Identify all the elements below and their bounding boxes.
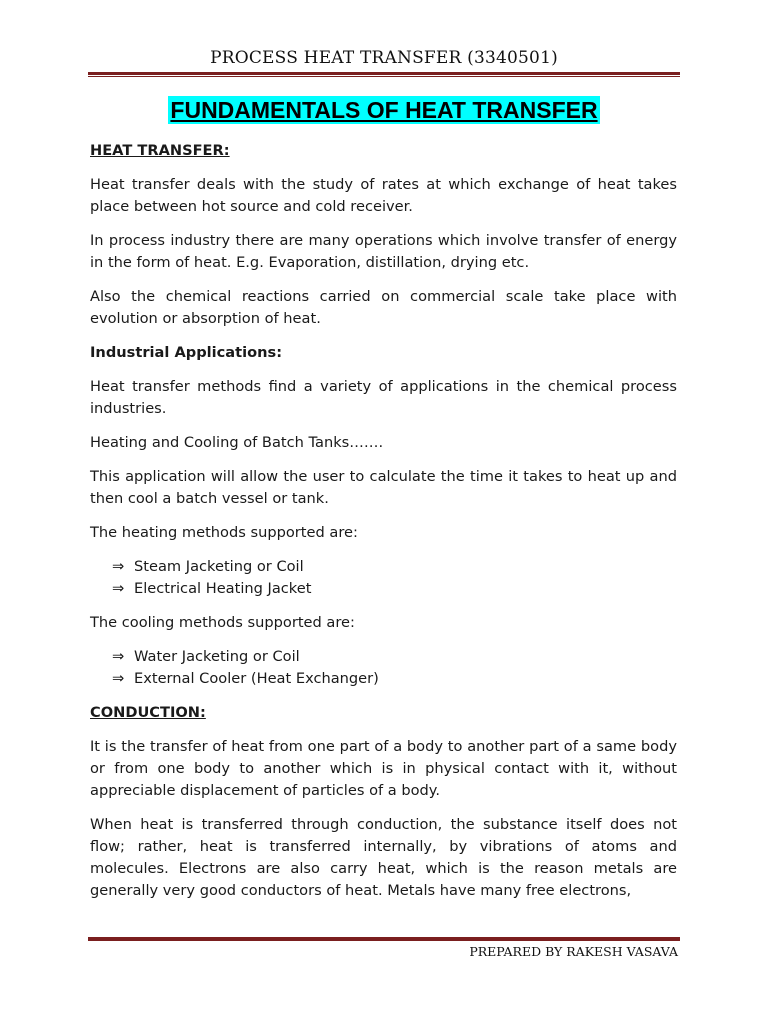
conduction-heading: CONDUCTION:	[90, 704, 206, 721]
arrow-icon: ⇒	[112, 580, 125, 597]
heating-methods-intro: The heating methods supported are:	[90, 524, 358, 541]
list-item: ⇒ Electrical Heating Jacket	[112, 578, 677, 600]
footer-divider	[88, 936, 680, 941]
paragraph: Heat transfer methods find a variety of applications in the chemical process industries.	[90, 378, 677, 417]
heat-transfer-heading: HEAT TRANSFER:	[90, 142, 230, 159]
list-item: ⇒ External Cooler (Heat Exchanger)	[112, 668, 677, 690]
paragraph: Also the chemical reactions carried on commercial scale take place with evolution or absorption of heat.	[90, 288, 677, 327]
paragraph: Heating and Cooling of Batch Tanks…….	[90, 434, 384, 451]
paragraph: It is the transfer of heat from one part of a body to another part of a same body or from one body to another which is in physical contact with it, without appreciable displacement of particles of a body.	[90, 738, 677, 799]
heating-methods-list	[90, 556, 677, 600]
arrow-icon: ⇒	[112, 558, 125, 575]
page-title: FUNDAMENTALS OF HEAT TRANSFER	[170, 97, 598, 123]
paragraph: This application will allow the user to calculate the time it takes to heat up and then cool a batch vessel or tank.	[90, 468, 677, 507]
paragraph: Heat transfer deals with the study of rates at which exchange of heat takes place between hot source and cold receiver.	[90, 176, 677, 215]
document-body	[90, 140, 677, 914]
list-item: ⇒ Steam Jacketing or Coil	[112, 556, 677, 578]
paragraph: When heat is transferred through conduction, the substance itself does not flow; rather, heat is transferred internally, by vibrations of atoms and molecules. Electrons are also carry heat, which is the reason metals are generally very good conductors of heat. Metals have many free electrons,	[90, 816, 677, 899]
industrial-applications-heading: Industrial Applications:	[90, 344, 283, 361]
header-title: PROCESS HEAT TRANSFER (3340501)	[210, 48, 558, 68]
paragraph: In process industry there are many operations which involve transfer of energy in the form of heat. E.g. Evaporation, distillation, drying etc.	[90, 232, 677, 271]
arrow-icon: ⇒	[112, 670, 125, 687]
list-item: ⇒ Water Jacketing or Coil	[112, 646, 677, 668]
header-divider	[88, 72, 680, 77]
footer-author: PREPARED BY RAKESH VASAVA	[469, 944, 678, 959]
cooling-methods-intro: The cooling methods supported are:	[90, 614, 355, 631]
arrow-icon: ⇒	[112, 648, 125, 665]
cooling-methods-list	[90, 646, 677, 690]
